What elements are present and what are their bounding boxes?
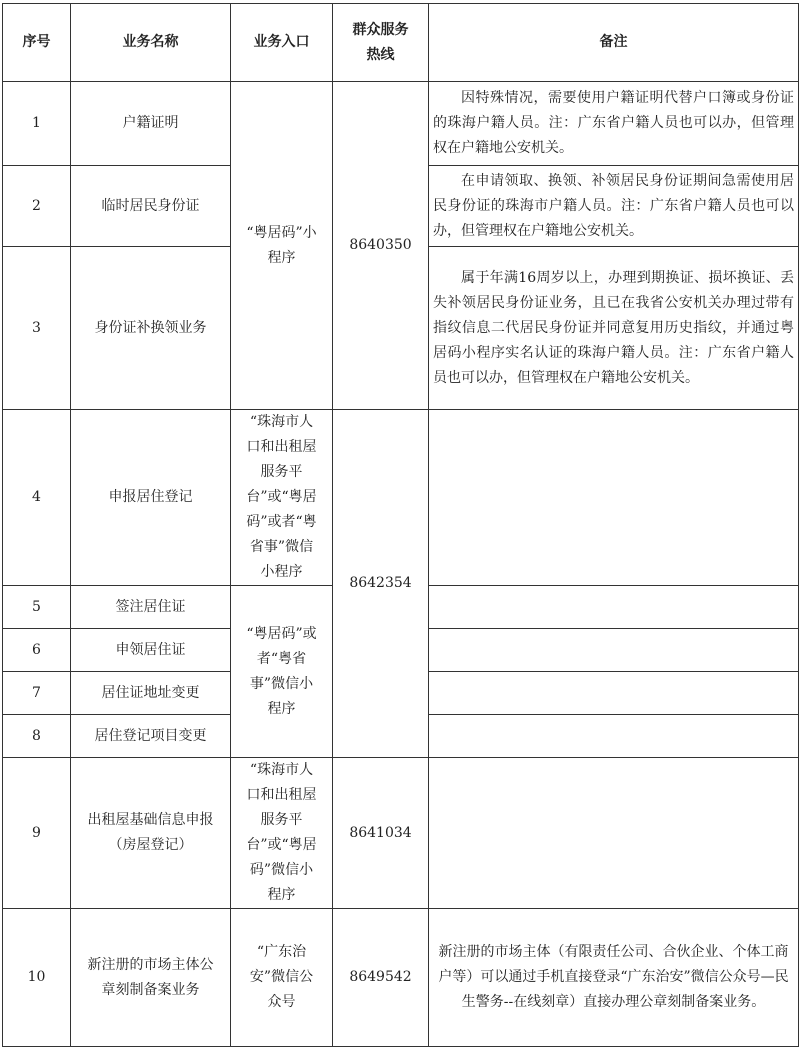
row-no: 4 [3,410,71,586]
header-hotline: 群众服务热线 [333,4,429,82]
hotline-cell: 8640350 [333,82,429,410]
row-remark [429,629,799,672]
row-no: 5 [3,586,71,629]
table-row [3,909,799,1047]
row-remark: 因特殊情况，需要使用户籍证明代替户口簿或身份证的珠海户籍人员。注：广东省户籍人员也可以办，但管理权在户籍地公安机关。 [429,82,799,166]
row-no: 1 [3,82,71,166]
header-no: 序号 [3,4,71,82]
row-name: 新注册的市场主体公章刻制备案业务 [71,909,231,1047]
table-row [3,82,799,166]
table-row [3,758,799,909]
row-remark: 新注册的市场主体（有限责任公司、合伙企业、个体工商户等）可以通过手机直接登录“广东治安”微信公众号—民生警务--在线刻章）直接办理公章刻制备案业务。 [429,909,799,1047]
row-name: 户籍证明 [71,82,231,166]
row-remark: 在申请领取、换领、补领居民身份证期间急需使用居民身份证的珠海市户籍人员。注：广东省户籍人员也可以办，但管理权在户籍地公安机关。 [429,166,799,247]
hotline-cell: 8649542 [333,909,429,1047]
row-no: 8 [3,715,71,758]
row-name: 申报居住登记 [71,410,231,586]
table-header-row [3,4,799,82]
entry-cell: “珠海市人口和出租屋服务平台”或“粤居码”微信小程序 [231,758,333,909]
header-name: 业务名称 [71,4,231,82]
row-remark [429,758,799,909]
entry-cell: “粤居码”或者“粤省事”微信小程序 [231,586,333,758]
header-entry: 业务入口 [231,4,333,82]
row-name: 签注居住证 [71,586,231,629]
row-no: 2 [3,166,71,247]
row-name: 申领居住证 [71,629,231,672]
entry-cell: “珠海市人口和出租屋服务平台”或“粤居码”或者“粤省事”微信小程序 [231,410,333,586]
entry-cell: “粤居码”小程序 [231,82,333,410]
row-remark: 属于年满16周岁以上，办理到期换证、损坏换证、丢失补领居民身份证业务，且已在我省公安机关办理过带有指纹信息二代居民身份证并同意复用历史指纹，并通过粤居码小程序实名认证的珠海户籍人员。注：广东省户籍人员也可以办，但管理权在户籍地公安机关。 [429,247,799,410]
row-no: 3 [3,247,71,410]
header-remark: 备注 [429,4,799,82]
row-remark [429,410,799,586]
row-no: 7 [3,672,71,715]
table-row [3,410,799,586]
row-no: 6 [3,629,71,672]
hotline-cell: 8642354 [333,410,429,758]
row-no: 10 [3,909,71,1047]
row-name: 居住证地址变更 [71,672,231,715]
entry-cell: “广东治安”微信公众号 [231,909,333,1047]
row-name: 居住登记项目变更 [71,715,231,758]
row-name: 临时居民身份证 [71,166,231,247]
hotline-cell: 8641034 [333,758,429,909]
row-remark [429,715,799,758]
service-table [2,3,799,1047]
row-remark [429,672,799,715]
row-remark [429,586,799,629]
row-name: 身份证补换领业务 [71,247,231,410]
row-no: 9 [3,758,71,909]
row-name: 出租屋基础信息申报（房屋登记） [71,758,231,909]
